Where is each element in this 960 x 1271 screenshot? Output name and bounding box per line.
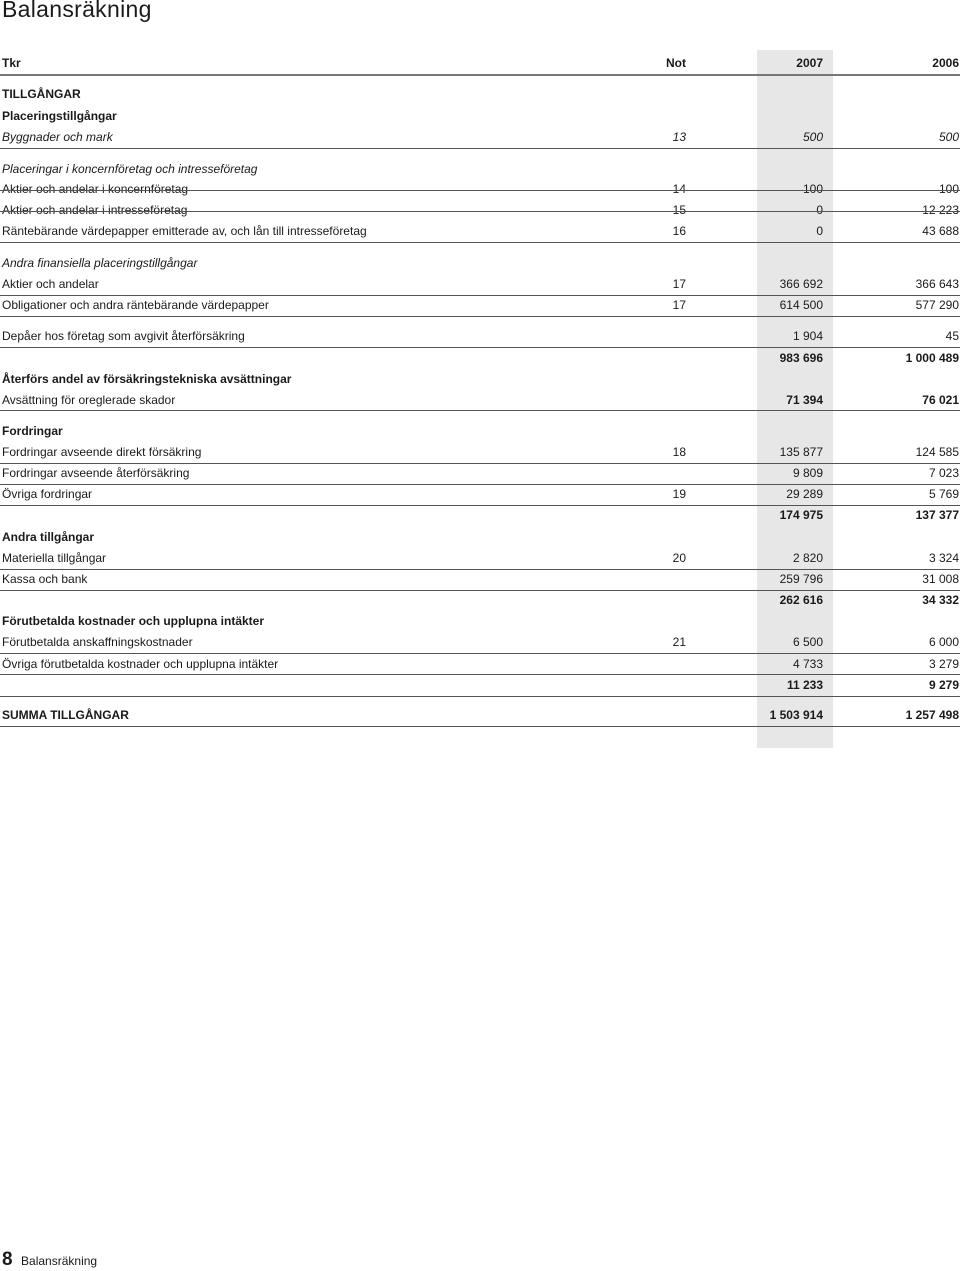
row-label: Övriga fordringar: [2, 487, 93, 501]
row-value-2007: 9 809: [792, 466, 823, 480]
row-divider: [0, 211, 960, 212]
row-divider: [0, 190, 960, 191]
table-row: [0, 632, 960, 653]
table-row: [0, 159, 960, 180]
row-value-2006: 124 585: [915, 445, 959, 459]
row-label: Avsättning för oreglerade skador: [2, 393, 176, 407]
row-value-2007: 71 394: [786, 393, 823, 407]
row-divider: [0, 410, 960, 411]
header-2006: 2006: [932, 56, 959, 70]
row-value-2006: 76 021: [922, 393, 959, 407]
row-value-2006: 7 023: [928, 466, 959, 480]
row-value-2006: 366 643: [915, 277, 959, 291]
table-row: [0, 484, 960, 505]
row-value-2007: 500: [802, 130, 823, 144]
row-value-2006: 100: [938, 182, 959, 196]
row-divider: [0, 696, 960, 697]
table-row: [0, 348, 960, 369]
table-row: [0, 253, 960, 274]
row-label: Materiella tillgångar: [2, 551, 107, 565]
page-number: 8: [2, 1249, 13, 1270]
row-note: 17: [672, 298, 686, 312]
row-divider: [0, 653, 960, 654]
row-value-2006: 3 279: [928, 657, 959, 671]
row-note: 18: [672, 445, 686, 459]
row-value-2007: 259 796: [779, 572, 823, 586]
row-value-2007: 366 692: [779, 277, 823, 291]
row-note: 15: [672, 203, 686, 217]
row-value-2007: 262 616: [779, 593, 823, 607]
table-row: [0, 442, 960, 463]
row-value-2007: 6 500: [792, 635, 823, 649]
row-label: Placeringstillgångar: [2, 109, 117, 123]
row-value-2007: 2 820: [792, 551, 823, 565]
row-label: Återförs andel av försäkringstekniska avsättningar: [2, 372, 292, 386]
header-2007: 2007: [796, 56, 823, 70]
table-row: [0, 569, 960, 590]
row-value-2006: 1 257 498: [905, 708, 959, 722]
row-label: Andra tillgångar: [2, 530, 95, 544]
row-note: 14: [672, 182, 686, 196]
row-value-2007: 1 904: [792, 329, 823, 343]
table-row: [0, 463, 960, 484]
row-label: Obligationer och andra räntebärande värdepapper: [2, 298, 269, 312]
row-value-2007: 983 696: [779, 351, 823, 365]
row-label: Fordringar: [2, 424, 63, 438]
row-value-2006: 45: [945, 329, 959, 343]
row-value-2007: 174 975: [779, 508, 823, 522]
row-note: 16: [672, 224, 686, 238]
row-divider: [0, 295, 960, 296]
table-row: [0, 295, 960, 316]
table-row: [0, 705, 960, 726]
row-value-2007: 11 233: [786, 678, 823, 692]
row-divider: [0, 347, 960, 348]
row-value-2006: 500: [938, 130, 959, 144]
row-label: Räntebärande värdepapper emitterade av, och lån till intresseföretag: [2, 224, 367, 238]
row-value-2006: 1 000 489: [905, 351, 959, 365]
row-value-2007: 100: [802, 182, 823, 196]
table-row: [0, 611, 960, 632]
table-row: [0, 675, 960, 696]
row-label: Fordringar avseende återförsäkring: [2, 466, 190, 480]
row-divider: [0, 484, 960, 485]
row-note: 13: [672, 130, 686, 144]
row-value-2007: 4 733: [792, 657, 823, 671]
row-value-2006: 577 290: [915, 298, 959, 312]
row-value-2006: 3 324: [928, 551, 959, 565]
row-divider: [0, 463, 960, 464]
row-value-2006: 12 223: [922, 203, 959, 217]
row-note: 21: [672, 635, 686, 649]
row-label: Andra finansiella placeringstillgångar: [2, 256, 198, 270]
row-note: 19: [672, 487, 686, 501]
row-label: Övriga förutbetalda kostnader och upplupna intäkter: [2, 657, 279, 671]
header-unit: Tkr: [2, 56, 21, 70]
row-label: Aktier och andelar i intresseföretag: [2, 203, 188, 217]
row-value-2006: 31 008: [922, 572, 959, 586]
row-value-2006: 137 377: [915, 508, 959, 522]
row-label: Aktier och andelar: [2, 277, 99, 291]
footer-label: Balansräkning: [21, 1254, 98, 1268]
row-note: 20: [672, 551, 686, 565]
row-value-2007: 135 877: [779, 445, 823, 459]
row-value-2007: 0: [816, 224, 823, 238]
row-divider: [0, 505, 960, 506]
row-label: Kassa och bank: [2, 572, 88, 586]
table-row: [0, 326, 960, 347]
table-row: [0, 527, 960, 548]
page-title: Balansräkning: [2, 0, 152, 22]
row-divider: [0, 316, 960, 317]
row-value-2007: 29 289: [786, 487, 823, 501]
row-divider: [0, 148, 960, 149]
row-value-2006: 43 688: [922, 224, 959, 238]
row-label: Byggnader och mark: [2, 130, 113, 144]
table-row: [0, 274, 960, 295]
row-value-2006: 5 769: [928, 487, 959, 501]
header-note: Not: [666, 56, 686, 70]
table-row: [0, 548, 960, 569]
table-row: [0, 421, 960, 442]
row-label: TILLGÅNGAR: [2, 87, 81, 101]
row-divider: [0, 242, 960, 243]
table-header: [0, 53, 960, 74]
row-value-2006: 34 332: [922, 593, 959, 607]
header-rule: [0, 74, 960, 76]
table-row: [0, 390, 960, 411]
row-note: 17: [672, 277, 686, 291]
table-row: [0, 505, 960, 526]
row-value-2007: 0: [816, 203, 823, 217]
table-row: [0, 369, 960, 390]
row-value-2007: 1 503 914: [769, 708, 823, 722]
page-footer: [2, 1249, 97, 1271]
table-row: [0, 221, 960, 242]
row-label: Fordringar avseende direkt försäkring: [2, 445, 202, 459]
row-divider: [0, 674, 960, 675]
row-label: Depåer hos företag som avgivit återförsäkring: [2, 329, 245, 343]
row-value-2007: 614 500: [779, 298, 823, 312]
table-row: [0, 654, 960, 675]
row-value-2006: 6 000: [928, 635, 959, 649]
row-label: Aktier och andelar i koncernföretag: [2, 182, 189, 196]
row-divider: [0, 569, 960, 570]
row-value-2006: 9 279: [928, 678, 959, 692]
table-row: [0, 106, 960, 127]
row-label: SUMMA TILLGÅNGAR: [2, 708, 129, 722]
row-label: Placeringar i koncernföretag och intresseföretag: [2, 162, 258, 176]
row-label: Förutbetalda anskaffningskostnader: [2, 635, 193, 649]
table-row: [0, 127, 960, 148]
row-label: Förutbetalda kostnader och upplupna intäkter: [2, 614, 265, 628]
table-row: [0, 590, 960, 611]
row-divider: [0, 726, 960, 727]
row-divider: [0, 590, 960, 591]
table-row: [0, 84, 960, 105]
